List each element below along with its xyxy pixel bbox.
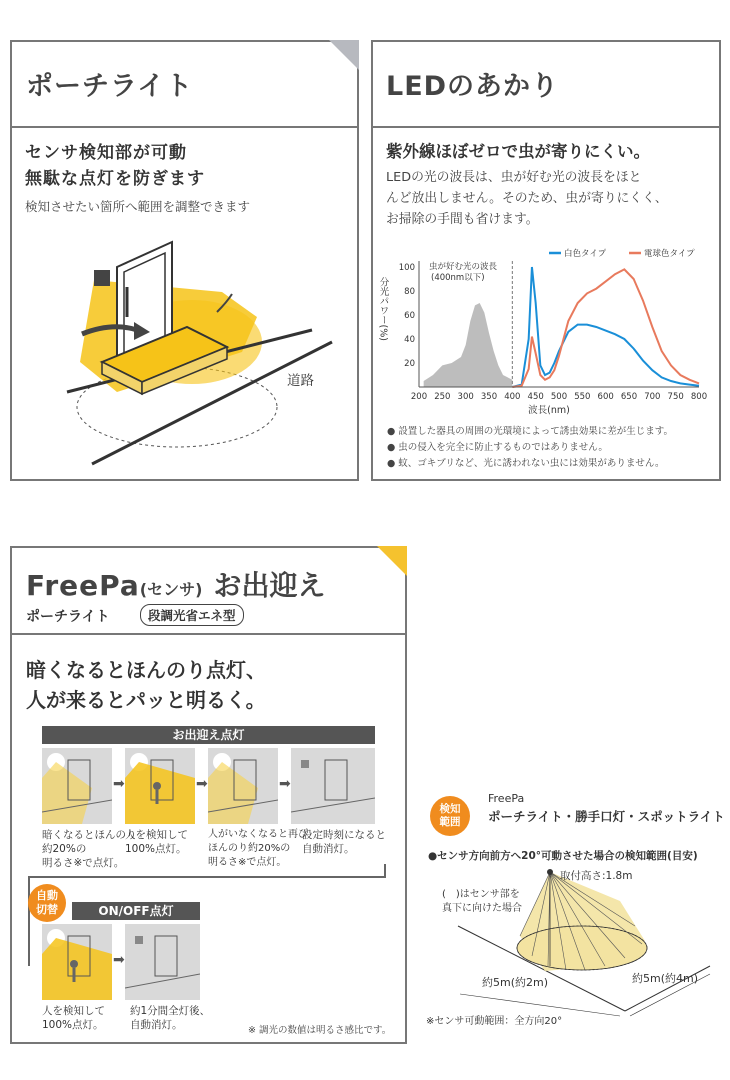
x-tick-label: 500 xyxy=(550,392,568,402)
freepa-title-main: FreePa xyxy=(26,569,140,602)
scene-person xyxy=(125,748,195,824)
caption-dim-again xyxy=(208,828,308,870)
freepa-headline-1: 暗くなるとほんのり点灯、 xyxy=(26,658,266,682)
porch-headline-1: センサ検知部が可動 xyxy=(25,143,187,163)
corner-tab-gray xyxy=(329,40,359,70)
paren-note-line: ( )はセンサ部を xyxy=(442,889,520,900)
led-body-line: お掃除の手間も省けます。 xyxy=(386,212,539,227)
caption-line: 人がいなくなると再び xyxy=(208,829,308,840)
x-tick-label: 800 xyxy=(690,392,708,402)
detect-products: ポーチライト・勝手口灯・スポットライト xyxy=(488,809,725,824)
x-tick-label: 450 xyxy=(527,392,544,402)
freepa-subtitle: ポーチライト xyxy=(26,609,110,625)
paren-note-line: 真下に向けた場合 xyxy=(442,903,522,914)
detect-condition: ●センサ方向前方へ20°可動させた場合の検知範囲(目安) xyxy=(428,850,698,862)
x-tick-label: 750 xyxy=(667,392,684,402)
arrow-icon: ➡ xyxy=(196,776,208,792)
caption-onoff-person xyxy=(42,1004,105,1032)
x-tick-label: 350 xyxy=(480,392,498,402)
led-headline: 紫外線ほぼゼロで虫が寄りにくい。 xyxy=(386,142,650,161)
led-title: LEDのあかり xyxy=(386,71,560,102)
x-tick-label: 700 xyxy=(644,392,661,402)
scene-onoff-off xyxy=(125,924,200,1000)
x-tick-label: 300 xyxy=(457,392,474,402)
switch-connector-right xyxy=(384,864,386,878)
caption-line: 暗くなるとほんのり xyxy=(42,829,137,841)
auto-switch-badge xyxy=(28,884,66,922)
led-body-line: LEDの光の波長は、虫が好む光の波長をほと xyxy=(386,170,642,185)
scene-dim xyxy=(42,748,112,824)
corner-tab-yellow xyxy=(377,546,407,576)
caption-line: 100%点灯。 xyxy=(125,843,187,855)
onoff-lighting-bar: ON/OFF点灯 xyxy=(72,902,200,920)
badge-line: 切替 xyxy=(36,903,58,916)
caption-line: 明るさ※で点灯。 xyxy=(42,857,125,869)
switch-connector-top xyxy=(28,876,386,878)
caption-line: 自動消灯。 xyxy=(130,1019,183,1031)
led-body xyxy=(386,167,668,230)
arrow-icon: ➡ xyxy=(113,776,125,792)
legend-label: 白色タイプ xyxy=(564,249,607,259)
insect-wavelength-label: 虫が好む光の波長 xyxy=(429,262,498,272)
legend-label: 電球色タイプ xyxy=(644,249,695,259)
road-label: 道路 xyxy=(287,373,314,389)
detection-badge xyxy=(430,796,470,836)
caption-onoff-off xyxy=(130,1004,210,1032)
caption-dim xyxy=(42,828,137,870)
porch-illustration xyxy=(42,222,342,477)
porch-header xyxy=(12,42,357,128)
porch-title: ポーチライト xyxy=(26,71,194,102)
x-tick-label: 250 xyxy=(434,392,451,402)
freepa-headline-2: 人が来るとパッと明るく。 xyxy=(26,688,266,712)
led-panel xyxy=(371,40,721,481)
mode-badge: 段調光省エネ型 xyxy=(140,604,244,626)
freepa-panel xyxy=(10,546,407,1044)
led-note: ● 虫の侵入を完全に防止するものではありません。 xyxy=(387,442,608,453)
caption-off xyxy=(302,828,386,856)
arrow-icon: ➡ xyxy=(279,776,291,792)
porch-lamp xyxy=(94,270,110,286)
caption-line: 人を検知して xyxy=(125,829,188,841)
series-line-1 xyxy=(512,269,699,387)
led-note: ● 蚊、ゴキブリなど、光に誘われない虫には効果がありません。 xyxy=(387,458,665,469)
led-body-line: んど放出しません。そのため、虫が寄りにくく、 xyxy=(386,191,668,206)
y-tick-label: 40 xyxy=(404,335,415,345)
series-line-0 xyxy=(512,267,699,387)
porch-light-panel xyxy=(10,40,359,481)
arrow-icon: ➡ xyxy=(113,952,125,968)
caption-line: ほんのり約20%の xyxy=(208,843,291,854)
detection-block xyxy=(420,790,725,1040)
porch-headline-2: 無駄な点灯を防ぎます xyxy=(25,169,205,189)
insect-wavelength-range: (400nm以下) xyxy=(431,273,485,283)
detect-dist-left: 約5m(約2m) xyxy=(482,976,549,989)
detect-brand: FreePa xyxy=(488,792,525,805)
spectrum-chart xyxy=(373,237,719,417)
welcome-lighting-bar: お出迎え点灯 xyxy=(42,726,375,744)
y-tick-label: 100 xyxy=(398,263,415,273)
x-tick-label: 550 xyxy=(574,392,591,402)
led-header xyxy=(373,42,719,128)
series-area-insect xyxy=(424,303,513,387)
x-axis-label: 波長(nm) xyxy=(528,405,570,416)
freepa-title-paren: (センサ) xyxy=(139,580,203,599)
caption-line: 明るさ※で点灯。 xyxy=(208,857,287,868)
caption-line: 自動消灯。 xyxy=(302,843,355,855)
led-notes xyxy=(387,424,673,472)
freepa-footnote: ※ 調光の数値は明るさ感比です。 xyxy=(248,1025,392,1036)
scene-dim-again xyxy=(208,748,278,824)
y-axis-label: 分光パワー(%) xyxy=(377,277,389,341)
detect-height: 取付高さ:1.8m xyxy=(560,870,633,882)
x-tick-label: 200 xyxy=(410,392,428,402)
caption-person xyxy=(125,828,188,856)
y-tick-label: 60 xyxy=(404,311,415,321)
caption-line: 人を検知して xyxy=(42,1005,105,1017)
y-tick-label: 20 xyxy=(404,359,415,369)
freepa-title xyxy=(26,564,326,604)
x-tick-label: 600 xyxy=(597,392,614,402)
freepa-title-tail: お出迎え xyxy=(213,569,326,602)
y-tick-label: 80 xyxy=(404,287,415,297)
x-tick-label: 400 xyxy=(504,392,521,402)
led-note: ● 設置した器具の周囲の光環境によって誘虫効果に差が生じます。 xyxy=(387,426,674,437)
porch-sub: 検知させたい箇所へ範囲を調整できます xyxy=(25,199,251,214)
caption-line: 約1分間全灯後、 xyxy=(130,1005,211,1017)
caption-line: 設定時刻になると xyxy=(302,829,386,841)
caption-line: 100%点灯。 xyxy=(42,1019,104,1031)
detect-range-note: ※センサ可動範囲：全方向20° xyxy=(426,1016,563,1027)
badge-line: 自動 xyxy=(36,889,58,902)
caption-line: 約20%の xyxy=(42,843,87,855)
scene-onoff-person xyxy=(42,924,112,1000)
scene-off xyxy=(291,748,375,824)
badge-line: 範囲 xyxy=(439,816,461,828)
badge-line: 検知 xyxy=(439,803,461,815)
detect-paren-note xyxy=(442,888,522,916)
detect-dist-right: 約5m(約4m) xyxy=(632,972,699,985)
x-tick-label: 650 xyxy=(620,392,638,402)
